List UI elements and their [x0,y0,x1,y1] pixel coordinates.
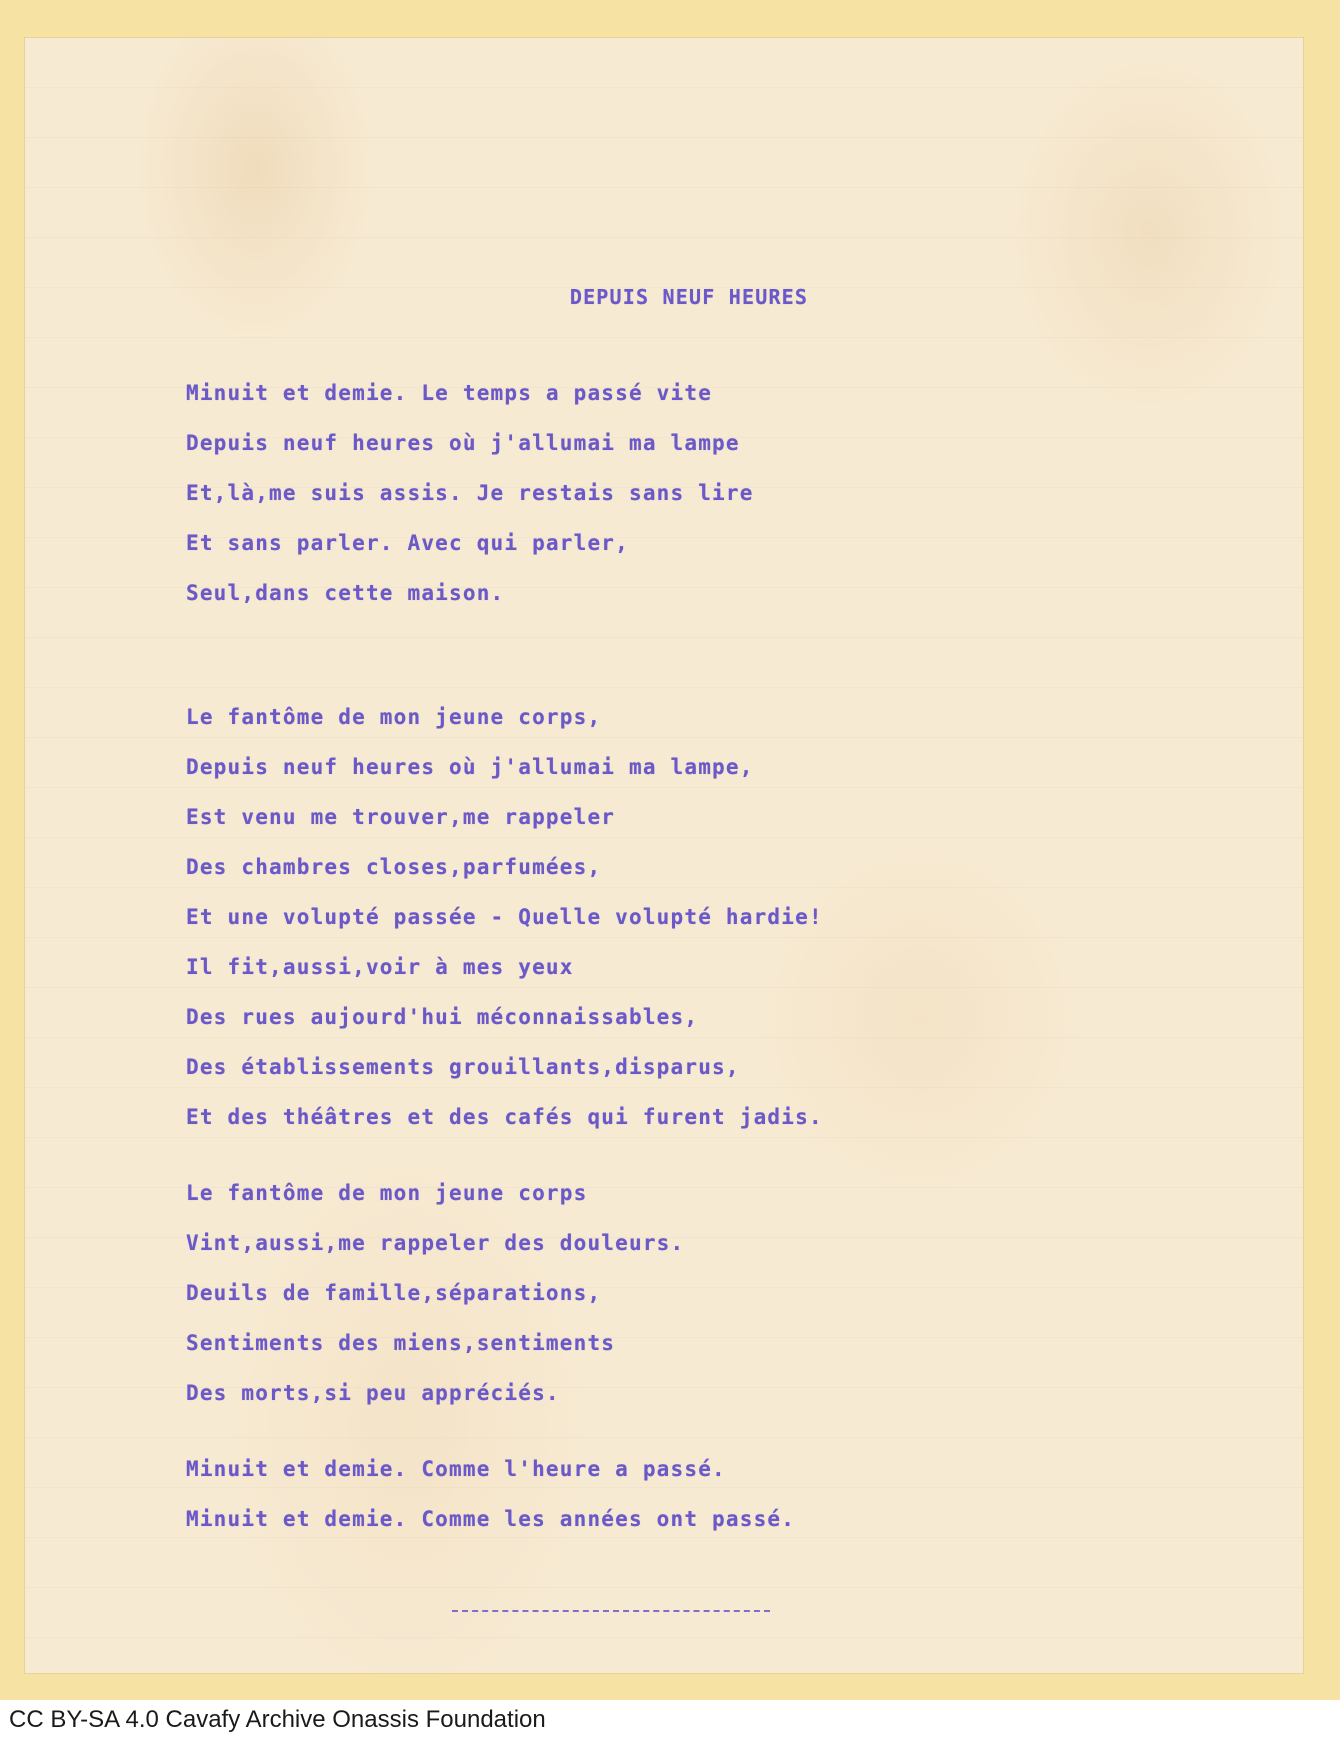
poem-line: Et des théâtres et des cafés qui furent jadis. [186,1105,823,1129]
poem-title: DEPUIS NEUF HEURES [569,285,809,309]
poem-line: Et,là,me suis assis. Je restais sans lire [186,481,754,505]
typed-sheet [25,38,1303,1673]
stanza-1 [186,368,754,618]
poem-line: Des rues aujourd'hui méconnaissables, [186,1005,699,1029]
poem-line: Le fantôme de mon jeune corps [186,1181,588,1205]
poem-line: Des morts,si peu appréciés. [186,1381,560,1405]
poem-line: Vint,aussi,me rappeler des douleurs. [186,1231,685,1255]
poem-line: Minuit et demie. Comme l'heure a passé. [186,1457,726,1481]
poem-line: Des chambres closes,parfumées, [186,855,602,879]
poem-line: Il fit,aussi,voir à mes yeux [186,955,574,979]
poem-line: Depuis neuf heures où j'allumai ma lampe, [186,755,754,779]
stanza-3 [186,1168,684,1418]
stanza-2 [186,692,823,1142]
credit-line: CC BY-SA 4.0 Cavafy Archive Onassis Foundation [9,1706,546,1733]
stanza-4 [186,1444,795,1544]
poem-line: Minuit et demie. Le temps a passé vite [186,381,713,405]
poem-line: Seul,dans cette maison. [186,581,505,605]
poem-line: Des établissements grouillants,disparus, [186,1055,740,1079]
poem-line: Minuit et demie. Comme les années ont passé. [186,1507,796,1531]
poem-line: Sentiments des miens,sentiments [186,1331,616,1355]
poem-line: Et une volupté passée - Quelle volupté hardie! [186,905,823,929]
poem-line: Depuis neuf heures où j'allumai ma lampe [186,431,740,455]
poem-line: Est venu me trouver,me rappeler [186,805,616,829]
poem-line: Deuils de famille,séparations, [186,1281,602,1305]
poem-line: Et sans parler. Avec qui parler, [186,531,629,555]
poem-line: Le fantôme de mon jeune corps, [186,705,602,729]
closing-rule [452,1610,770,1612]
